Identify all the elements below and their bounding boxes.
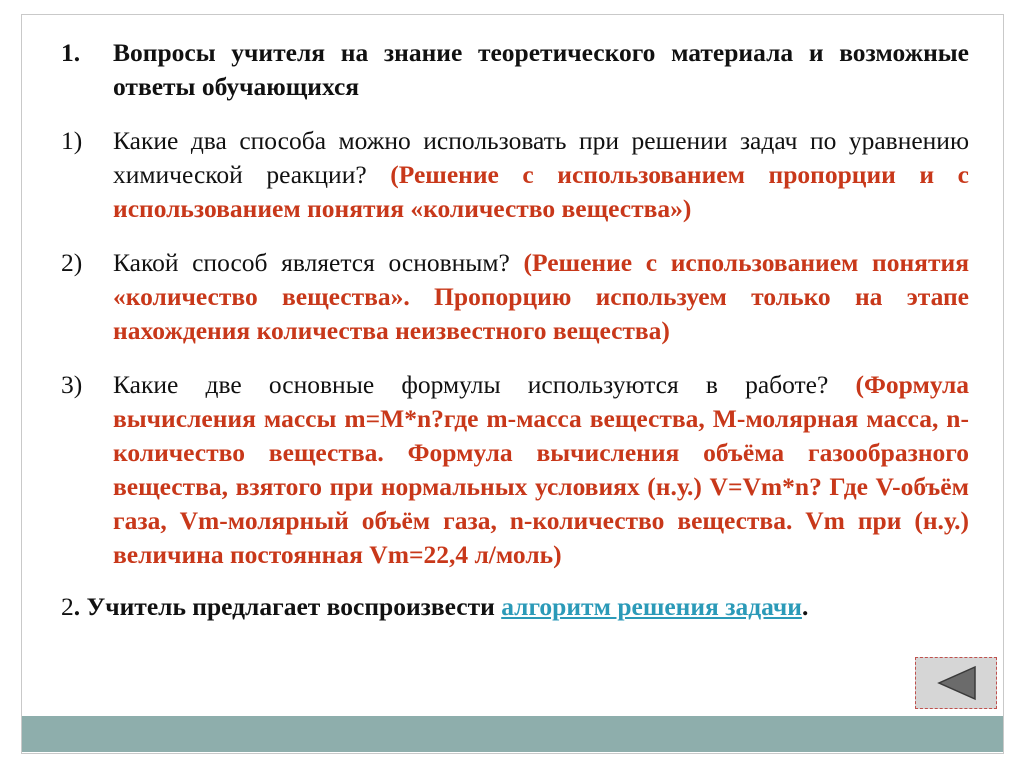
algorithm-link[interactable]: алгоритм решения задачи bbox=[501, 592, 802, 621]
footer-text: . Учитель предлагает воспроизвести bbox=[73, 592, 502, 621]
answer-text: (Решение с использованием понятия «количество вещества». Пропорцию используем только на этапе нахождения количества неизвестного вещества) bbox=[113, 248, 969, 345]
question-text: Какие два способа можно использовать при решении задач по уравнению химической реакции? bbox=[113, 126, 969, 189]
triangle-left-icon bbox=[937, 665, 977, 701]
question-item-1 bbox=[61, 124, 969, 226]
back-button[interactable] bbox=[915, 657, 997, 709]
footer-number: 2 bbox=[61, 592, 74, 621]
question-item-2 bbox=[61, 246, 969, 348]
question-body bbox=[113, 246, 969, 348]
question-item-3 bbox=[61, 368, 969, 572]
question-text: Какие две основные формулы используются в работе? bbox=[113, 370, 856, 399]
heading bbox=[61, 36, 969, 104]
question-body bbox=[113, 124, 969, 226]
question-number: 3) bbox=[61, 370, 83, 399]
footer-period: . bbox=[801, 592, 809, 621]
heading-text: Вопросы учителя на знание теоретического материала и возможные ответы обучающихся bbox=[113, 38, 969, 101]
footer-line bbox=[61, 590, 969, 624]
answer-text: (Формула вычисления массы m=M*n?где m-масса вещества, M-молярная масса, n-количество вещества. Формула вычисления объёма газообразного вещества, взятого при нормальных условиях (н.у.) V=Vm*n? Где V-объём газа, Vm-молярный объём газа, n-количество вещества. Vm при (н.у.) величина постоянная Vm=22,4 л/моль) bbox=[113, 370, 969, 569]
question-number: 1) bbox=[61, 126, 83, 155]
answer-text: (Решение с использованием пропорции и с использованием понятия «количество вещества») bbox=[113, 160, 969, 223]
heading-number: 1. bbox=[61, 38, 81, 67]
slide-content bbox=[61, 36, 969, 624]
question-text: Какой способ является основным? bbox=[113, 248, 524, 277]
bottom-bar bbox=[22, 716, 1003, 752]
question-number: 2) bbox=[61, 248, 83, 277]
question-body bbox=[113, 368, 969, 572]
